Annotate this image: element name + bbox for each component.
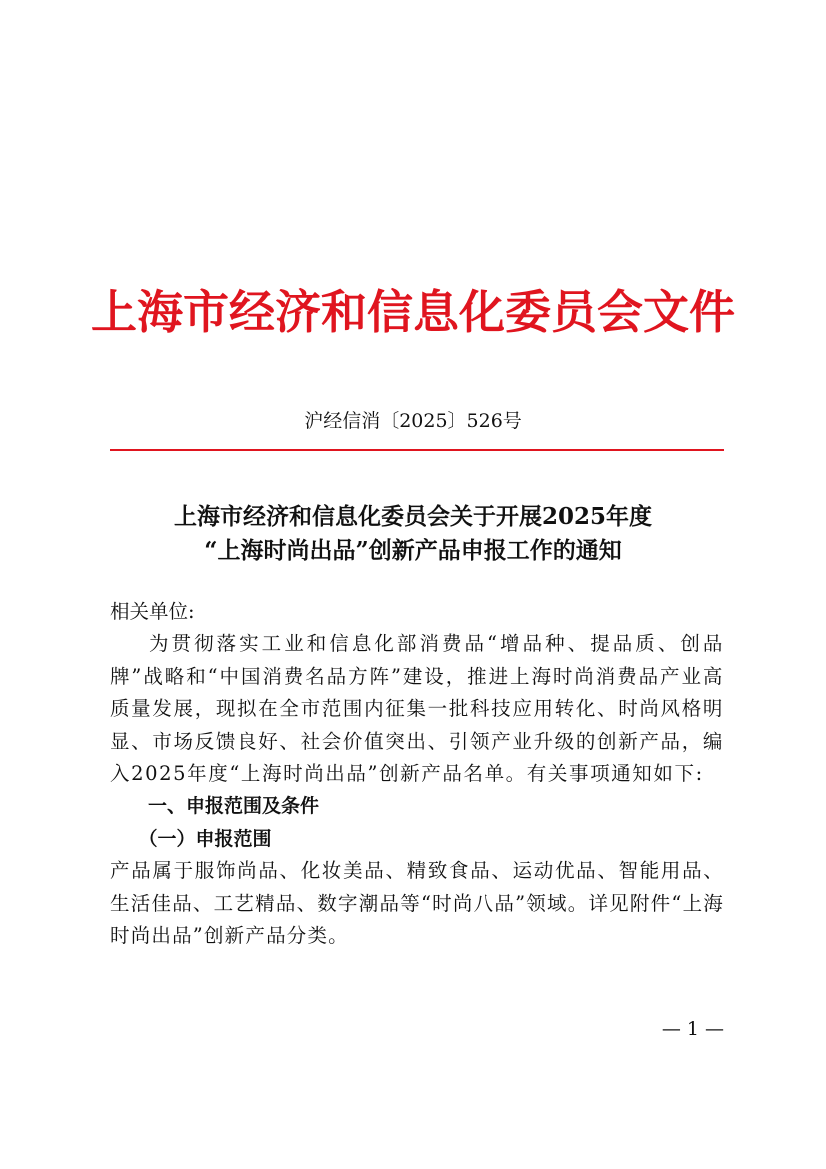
- notice-title: [0, 500, 826, 568]
- section-heading: 一、申报范围及条件: [148, 795, 320, 818]
- salutation: 相关单位:: [110, 600, 195, 623]
- notice-title-line1: 上海市经济和信息化委员会关于开展2025年度: [173, 503, 652, 530]
- red-divider: [110, 449, 724, 451]
- subsection-heading: （一）申报范围: [138, 827, 272, 850]
- document-number: 沪经信消〔2025〕526号: [304, 410, 522, 432]
- page-number: — 1 —: [661, 1018, 724, 1040]
- notice-title-line2: “上海时尚出品”创新产品申报工作的通知: [204, 537, 622, 564]
- intro-paragraph: 为贯彻落实工业和信息化部消费品“增品种、提品质、创品牌”战略和“中国消费名品方阵”建设，推进上海时尚消费品产业高质量发展，现拟在全市范围内征集一批科技应用转化、时尚风格明显、市场反馈良好、社会价值突出、引领产业升级的创新产品，编入2025年度“上海时尚出品”创新产品名单。有关事项通知如下:: [110, 632, 724, 786]
- scope-paragraph: 产品属于服饰尚品、化妆美品、精致食品、运动优品、智能用品、生活佳品、工艺精品、数字潮品等“时尚八品”领域。详见附件“上海时尚出品”创新产品分类。: [110, 859, 724, 948]
- notice-body: [110, 596, 724, 952]
- document-masthead: 上海市经济和信息化委员会文件: [91, 285, 735, 339]
